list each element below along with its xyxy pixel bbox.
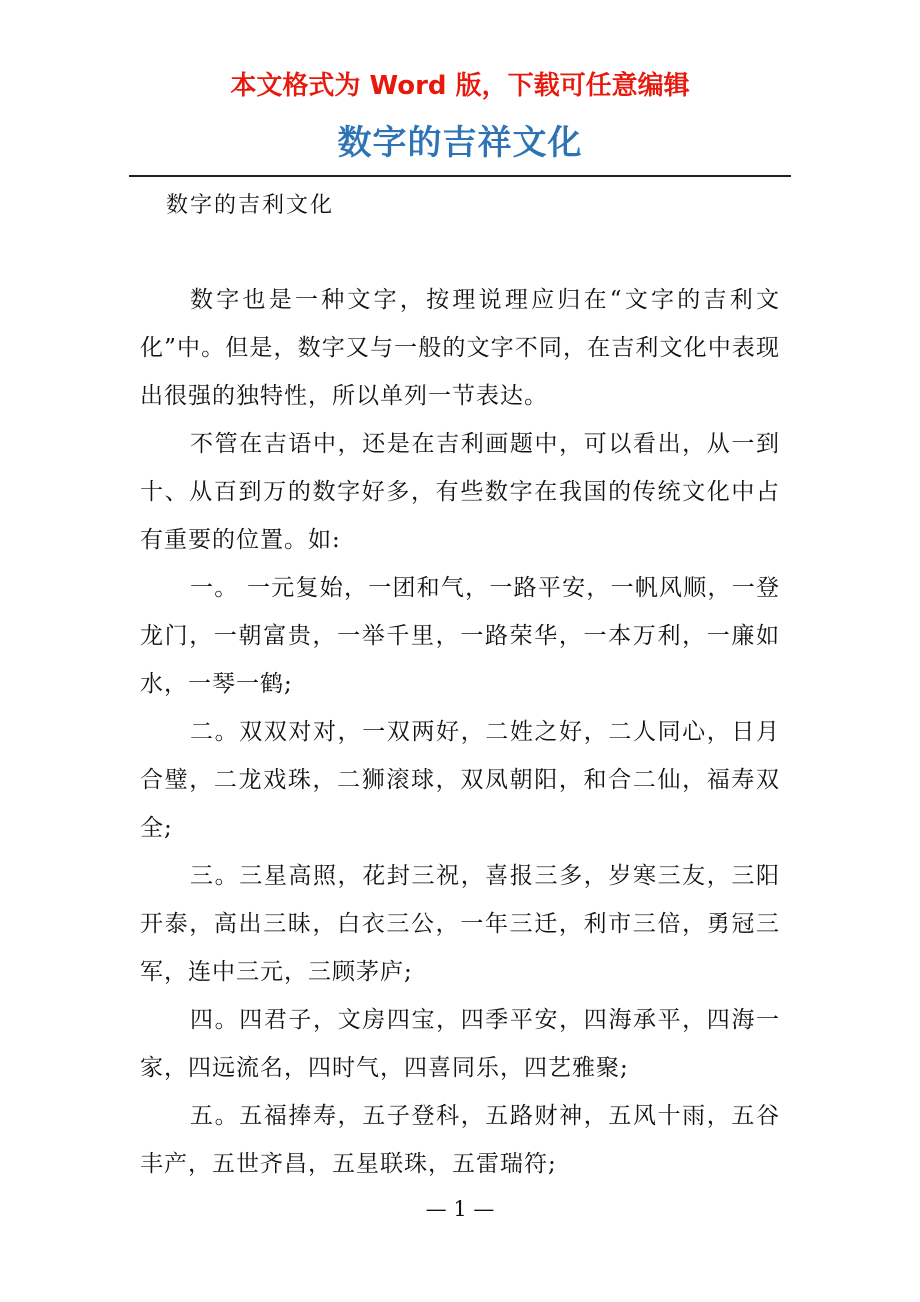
paragraph: 不管在吉语中，还是在吉利画题中，可以看出，从一到十、从百到万的数字好多，有些数字在我国的传统文化中占有重要的位置。如: <box>140 431 780 553</box>
body-text <box>140 276 780 1188</box>
document-title: 数字的吉祥文化 <box>337 123 583 163</box>
paragraph: 三。三星高照，花封三祝，喜报三多，岁寒三友，三阳开泰，高出三昧，白衣三公，一年三迁，利市三倍，勇冠三军，连中三元，三顾茅庐; <box>140 863 780 985</box>
page-number: — 1 — <box>425 1197 495 1221</box>
paragraph: 数字也是一种文字，按理说理应归在“文字的吉利文化”中。但是，数字又与一般的文字不同，在吉利文化中表现出很强的独特性，所以单列一节表达。 <box>140 287 780 409</box>
title-divider <box>129 175 791 177</box>
paragraph: 一。 一元复始，一团和气，一路平安，一帆风顺，一登龙门，一朝富贵，一举千里，一路荣华，一本万利，一廉如水，一琴一鹤; <box>140 575 780 697</box>
editable-notice-banner: 本文格式为 Word 版，下载可任意编辑 <box>230 71 690 101</box>
document-subtitle: 数字的吉利文化 <box>166 193 335 218</box>
paragraph: 五。五福捧寿，五子登科，五路财神，五风十雨，五谷丰产，五世齐昌，五星联珠，五雷瑞符; <box>140 1103 780 1177</box>
paragraph: 四。四君子，文房四宝，四季平安，四海承平，四海一家，四远流名，四时气，四喜同乐，四艺雅聚; <box>140 1007 780 1081</box>
paragraph: 二。双双对对，一双两好，二姓之好，二人同心，日月合璧，二龙戏珠，二狮滚球，双凤朝阳，和合二仙，福寿双全; <box>140 719 780 841</box>
